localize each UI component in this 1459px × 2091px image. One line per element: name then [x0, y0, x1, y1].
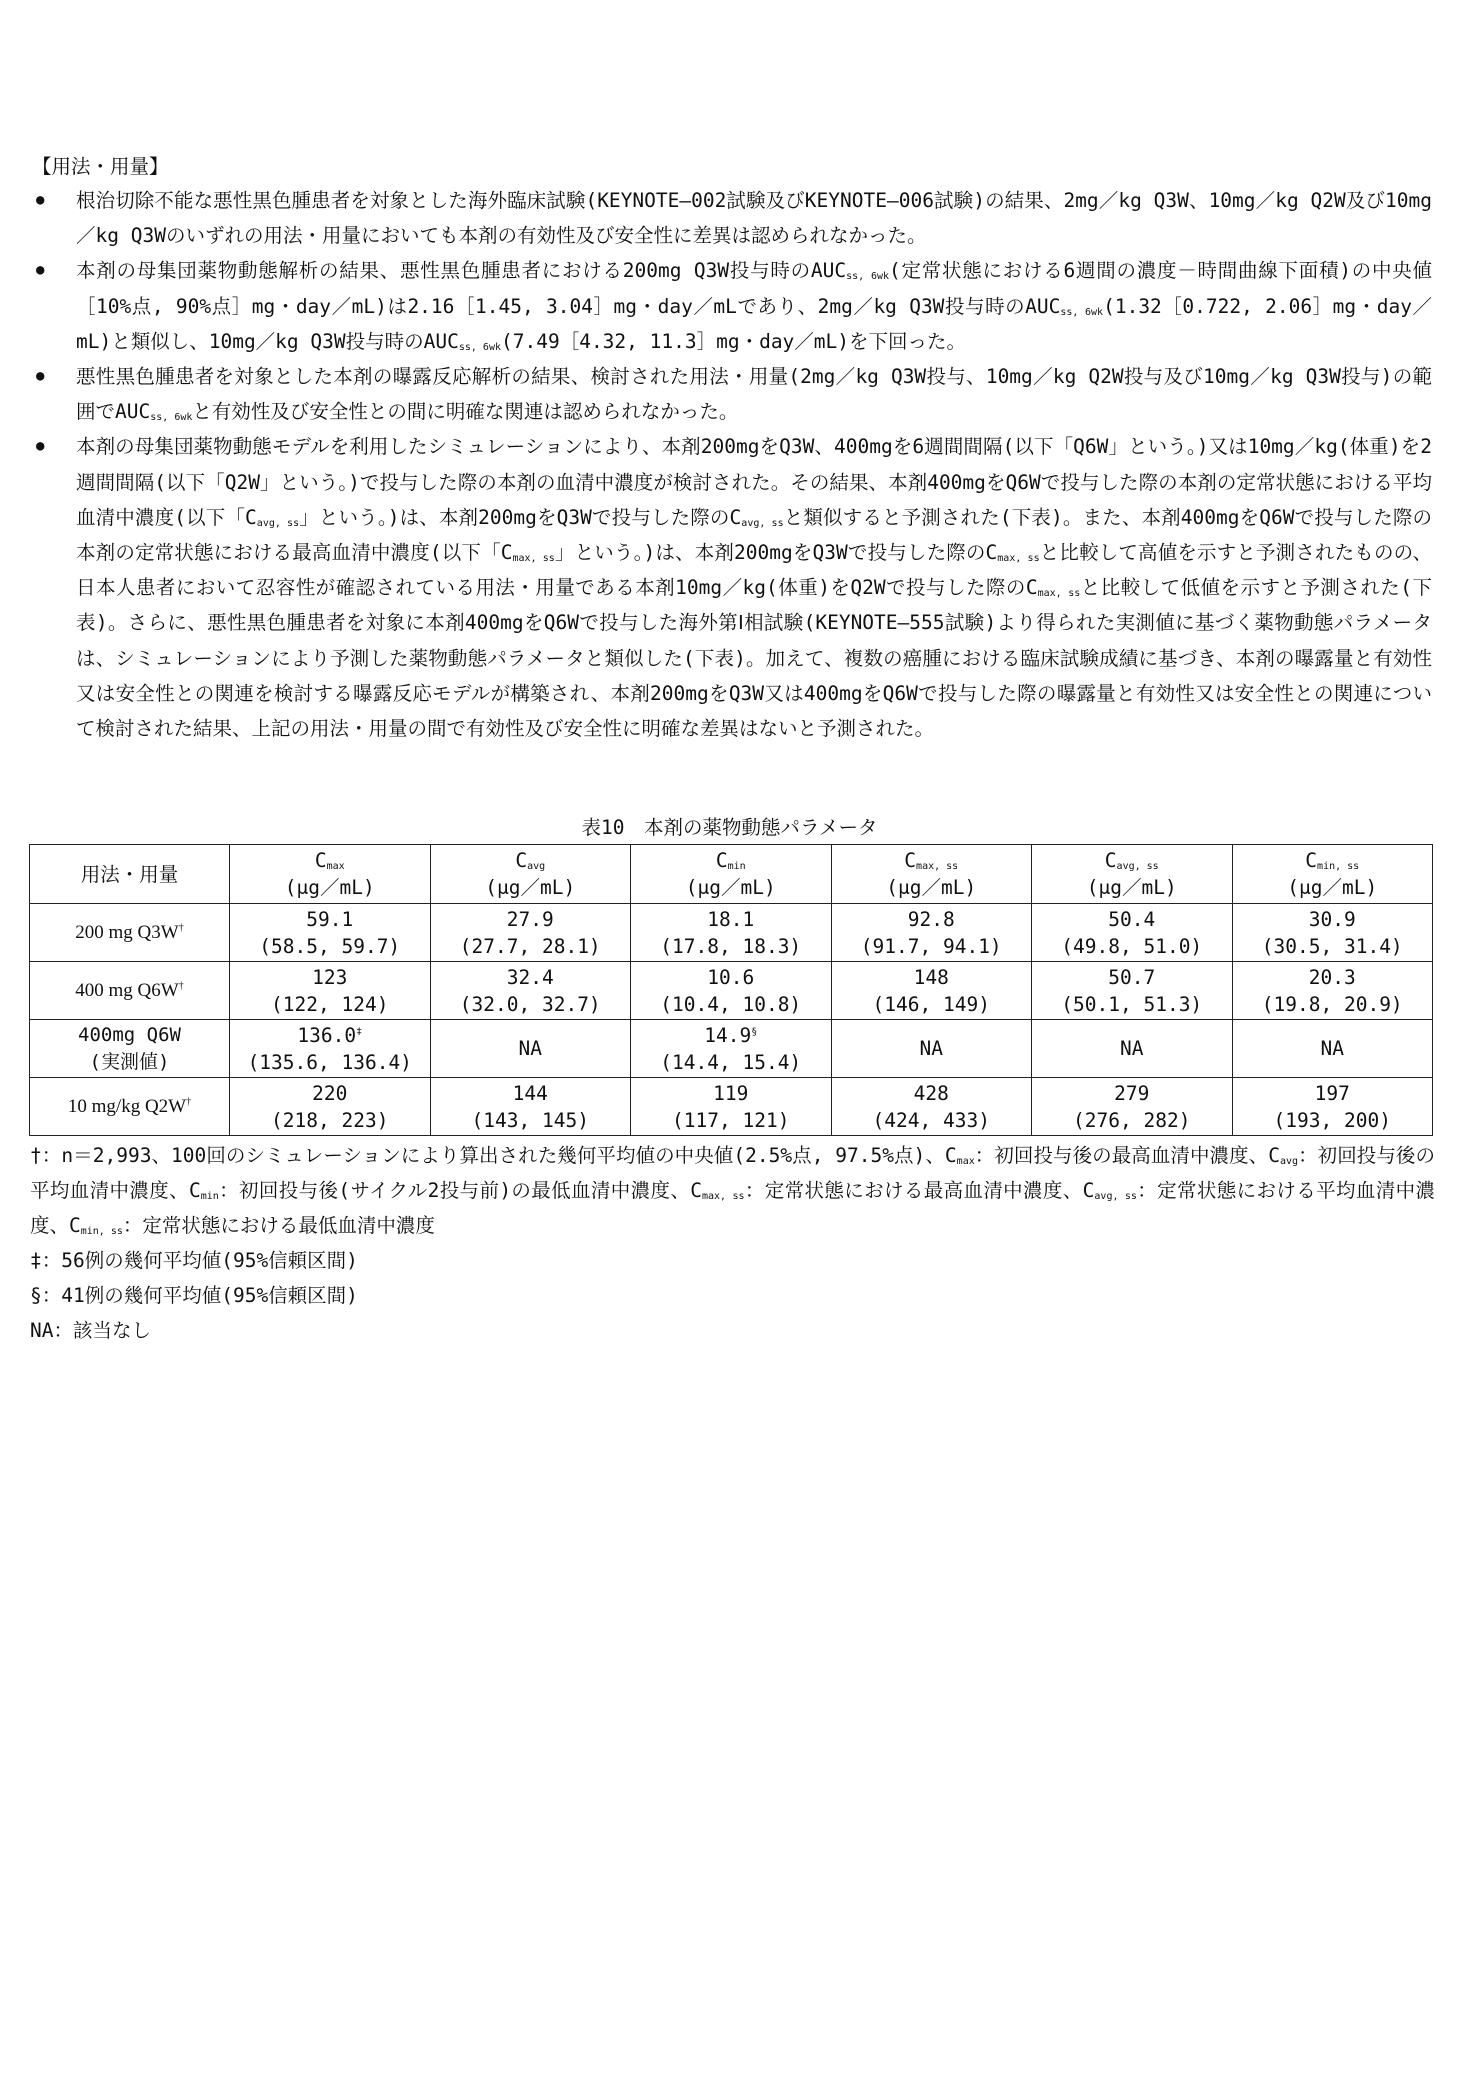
confidence-interval: (122, 124): [271, 992, 389, 1016]
text-segment: ：定常状態における平均血清中濃度、C: [30, 1179, 1435, 1237]
table-row: [30, 1078, 1433, 1136]
footnote-mark: †: [178, 922, 184, 934]
header-min-ss: [1232, 845, 1433, 904]
subscript: min: [200, 1191, 219, 1202]
bullet-icon: ●: [36, 262, 45, 279]
value-cell: [1232, 1078, 1433, 1136]
subscript: avg, ss: [256, 517, 300, 529]
section-heading: 【用法・用量】: [32, 155, 169, 178]
value-cell: [430, 962, 631, 1020]
value-cell: [831, 962, 1032, 1020]
value-cell: [230, 1078, 431, 1136]
value: 59.1: [306, 907, 354, 931]
text-segment: と有効性及び安全性との間に明確な関連は認められなかった。: [192, 400, 739, 424]
value-cell: [831, 1078, 1032, 1136]
value: 123: [312, 965, 348, 989]
value: 18.1: [707, 907, 755, 931]
text-segment: と比較して低値を示すと予測された(下表)。さらに、悪性黒色腫患者を対象に本剤400mgをQ6Wで投与した海外第Ⅰ相試験(KEYNOTE―555試験)より得られた実測値に基づく薬物動態パラメータは、シミュレーションにより予測した薬物動態パラメータと類似した(下表)。加えて、複数の癌腫における臨床試験成績に基づき、本剤の曝露量と有効性又は安全性との関連を検討する曝露反応モデルが構築され、本剤200mgをQ3W又は400mgをQ6Wで投与した際の曝露量と有効性又は安全性との関連について検討された結果、上記の用法・用量の間で有効性及び安全性に明確な差異はないと予測された。: [76, 576, 1432, 741]
value-cell: [631, 962, 832, 1020]
table-footnotes: [30, 1138, 1435, 1348]
value-cell: [430, 1078, 631, 1136]
unit-label: (μg／mL): [1287, 876, 1378, 899]
value-cell: [831, 1020, 1032, 1078]
value: 10.6: [707, 965, 755, 989]
unit-label: (μg／mL): [284, 876, 375, 899]
text-segment: 本剤の母集団薬物動態モデルを利用したシミュレーションにより、本剤200mgをQ3W、400mgを6週間間隔(以下「Q6W」という。)又は10mg／kg(体重)を2週間間隔(以下「Q2W」という。)で投与した際の本剤の血清中濃度が検討された。その結果、本剤400mgをQ6Wで投与した際の本剤の定常状態における平均血清中濃度(以下「C: [76, 435, 1432, 529]
subscript: ss, 6wk: [150, 412, 193, 424]
value: 119: [713, 1081, 749, 1105]
text-segment: と類似すると予測された(下表)。また、本剤400mgをQ6Wで投与した際の本剤の定常状態における最高血清中濃度(以下「C: [76, 505, 1432, 565]
bullet-item: [32, 253, 1432, 359]
text-segment: (1.32［0.722, 2.06］mg・day／mL)と類似し、10mg／kg Q3W投与時のAUC: [76, 294, 1433, 353]
value: NA: [1120, 1037, 1144, 1060]
param-subscript: min: [727, 861, 746, 872]
confidence-interval: (17.8, 18.3): [660, 934, 802, 958]
text-segment: (7.49［4.32, 11.3］mg・day／mL)を下回った。: [501, 329, 967, 353]
value: 92.8: [907, 907, 955, 931]
table-caption: 表10 本剤の薬物動態パラメータ: [581, 816, 878, 839]
value: 50.4: [1108, 907, 1156, 931]
value: 197: [1314, 1081, 1350, 1105]
bullet-item: [32, 359, 1432, 429]
confidence-interval: (146, 149): [872, 992, 990, 1016]
header-max-ss: [831, 845, 1032, 904]
regimen: 10 mg/kg Q2W: [67, 1096, 187, 1117]
value-cell: [1232, 1020, 1433, 1078]
param-symbol: C: [1305, 849, 1318, 872]
value: NA: [1320, 1037, 1344, 1060]
regimen: 200 mg Q3W: [75, 922, 179, 943]
value-cell: [1032, 962, 1233, 1020]
value: 220: [312, 1081, 348, 1105]
footnote-mark: †: [186, 1096, 192, 1108]
subscript: ss, 6wk: [1060, 306, 1104, 318]
confidence-interval: (424, 433): [872, 1108, 990, 1132]
bullet-icon: ●: [36, 438, 45, 455]
text-segment: §：41例の幾何平均値(95%信頼区間): [30, 1284, 358, 1307]
footnote-mark: ‡: [356, 1026, 363, 1037]
param-subscript: max, ss: [916, 861, 959, 872]
value: 279: [1114, 1081, 1150, 1105]
text-segment: †：n＝2,993、100回のシミュレーションにより算出された幾何平均値の中央値(2.5%点, 97.5%点)、C: [30, 1144, 957, 1167]
value: NA: [518, 1037, 542, 1060]
confidence-interval: (32.0, 32.7): [459, 992, 601, 1016]
confidence-interval: (27.7, 28.1): [459, 934, 601, 958]
subscript: max, ss: [512, 553, 555, 565]
value-cell: [430, 1020, 631, 1078]
unit-label: (μg／mL): [485, 876, 576, 899]
text-segment: 」という。)は、本剤200mgをQ3Wで投与した際のC: [299, 505, 742, 529]
subscript: max, ss: [997, 553, 1040, 565]
text-segment: ‡：56例の幾何平均値(95%信頼区間): [30, 1249, 358, 1272]
subscript: max: [956, 1156, 975, 1167]
pk-parameter-table: [29, 844, 1433, 1136]
value: 50.7: [1108, 965, 1156, 989]
text-segment: と比較して高値を示すと予測されたものの、日本人患者において忍容性が確認されている用法・用量である本剤10mg／kg(体重)をQ2Wで投与した際のC: [76, 541, 1432, 600]
row-label: [30, 962, 230, 1020]
value-cell: [1032, 904, 1233, 962]
param-subscript: min, ss: [1317, 861, 1360, 872]
bullet-icon: ●: [36, 368, 45, 385]
subscript: ss, 6wk: [846, 271, 890, 283]
value-cell: [1232, 962, 1433, 1020]
value: 30.9: [1308, 907, 1356, 931]
header-avg-ss: [1032, 845, 1233, 904]
value-cell: [430, 904, 631, 962]
confidence-interval: (193, 200): [1273, 1108, 1391, 1132]
confidence-interval: (58.5, 59.7): [259, 934, 401, 958]
value-cell: [1232, 904, 1433, 962]
text-segment: 本剤の母集団薬物動態解析の結果、悪性黒色腫患者における200mg Q3W投与時のAUC: [76, 259, 847, 283]
bullet-item: [32, 183, 1432, 253]
unit-label: (μg／mL): [1086, 876, 1177, 899]
subscript: max, ss: [1037, 588, 1081, 600]
row-label: [30, 904, 230, 962]
param-symbol: C: [515, 849, 528, 872]
value: 144: [512, 1081, 548, 1105]
value: 32.4: [506, 965, 554, 989]
regimen: 400mg Q6W: [78, 1023, 181, 1046]
table-row: [30, 1020, 1433, 1078]
row-label: [30, 1020, 230, 1078]
regimen: 400 mg Q6W: [75, 980, 179, 1001]
value: 20.3: [1308, 965, 1356, 989]
confidence-interval: (30.5, 31.4): [1261, 934, 1403, 958]
text-segment: 根治切除不能な悪性黒色腫患者を対象とした海外臨床試験(KEYNOTE―002試験及びKEYNOTE―006試験)の結果、2mg／kg Q3W、10mg／kg Q2W及び10mg／kg Q3Wのいずれの用法・用量においても本剤の有効性及び安全性に差異は認められなかった。: [76, 189, 1432, 248]
text-segment: ：初回投与後の最高血清中濃度、C: [974, 1144, 1280, 1167]
confidence-interval: (276, 282): [1073, 1108, 1191, 1132]
value: 148: [913, 965, 949, 989]
subscript: ss, 6wk: [458, 341, 501, 353]
param-subscript: avg: [527, 861, 546, 872]
footnote: [30, 1138, 1435, 1243]
text-segment: NA：該当なし: [30, 1319, 151, 1342]
header-min: [631, 845, 832, 904]
value: 14.9: [704, 1023, 752, 1047]
table-header-row: [30, 845, 1433, 904]
subscript: avg, ss: [741, 517, 784, 529]
footnote-mark: †: [178, 980, 184, 992]
value-cell: [1032, 1078, 1233, 1136]
value-cell: [631, 1078, 832, 1136]
confidence-interval: (218, 223): [271, 1108, 389, 1132]
text-segment: 」という。)は、本剤200mgをQ3Wで投与した際のC: [554, 541, 998, 565]
subscript: min, ss: [80, 1226, 123, 1237]
table-row: [30, 962, 1433, 1020]
confidence-interval: (49.8, 51.0): [1061, 934, 1203, 958]
bullet-item: [32, 429, 1432, 746]
footnote-mark: §: [751, 1026, 758, 1037]
value-cell: [230, 1020, 431, 1078]
value-cell: [631, 1020, 832, 1078]
value: 27.9: [506, 907, 554, 931]
value-cell: [631, 904, 832, 962]
row-label: [30, 1078, 230, 1136]
confidence-interval: (50.1, 51.3): [1061, 992, 1203, 1016]
text-segment: 悪性黒色腫患者を対象とした本剤の曝露反応解析の結果、検討された用法・用量(2mg／kg Q3W投与、10mg／kg Q2W投与及び10mg／kg Q3W投与)の範囲でAUC: [76, 365, 1432, 424]
header-regimen: 用法・用量: [30, 845, 230, 904]
footnote: [30, 1243, 1435, 1278]
param-symbol: C: [715, 849, 728, 872]
confidence-interval: (91.7, 94.1): [860, 934, 1002, 958]
value: NA: [919, 1037, 943, 1060]
unit-label: (μg／mL): [685, 876, 776, 899]
param-symbol: C: [314, 849, 327, 872]
param-subscript: avg, ss: [1116, 861, 1159, 872]
param-subscript: max: [326, 861, 345, 872]
value: 136.0: [297, 1023, 357, 1047]
param-symbol: C: [1104, 849, 1117, 872]
confidence-interval: (117, 121): [672, 1108, 790, 1132]
text-segment: ：初回投与後の平均血清中濃度、C: [30, 1144, 1435, 1202]
subscript: avg, ss: [1094, 1191, 1137, 1202]
subscript: max, ss: [702, 1191, 745, 1202]
value-cell: [831, 904, 1032, 962]
confidence-interval: (10.4, 10.8): [660, 992, 802, 1016]
text-segment: ：定常状態における最高血清中濃度、C: [744, 1179, 1095, 1202]
param-symbol: C: [904, 849, 917, 872]
header-avg: [430, 845, 631, 904]
text-segment: ：初回投与後(サイクル2投与前)の最低血清中濃度、C: [218, 1179, 702, 1202]
value-cell: [1032, 1020, 1233, 1078]
bullet-icon: ●: [36, 192, 45, 208]
table-row: [30, 904, 1433, 962]
unit-label: (μg／mL): [886, 876, 977, 899]
text-segment: ：定常状態における最低血清中濃度: [122, 1214, 435, 1237]
value: 428: [913, 1081, 949, 1105]
confidence-interval: (143, 145): [471, 1108, 589, 1132]
confidence-interval: (135.6, 136.4): [247, 1050, 412, 1074]
header-max: [230, 845, 431, 904]
bullet-list: [32, 183, 1432, 746]
subscript: avg: [1279, 1156, 1299, 1167]
footnote: [30, 1313, 1435, 1348]
confidence-interval: (19.8, 20.9): [1261, 992, 1403, 1016]
regimen-note: (実測値): [89, 1050, 170, 1073]
footnote: [30, 1278, 1435, 1313]
confidence-interval: (14.4, 15.4): [660, 1050, 802, 1074]
text-segment: (定常状態における6週間の濃度－時間曲線下面積)の中央値［10%点, 90%点］mg・day／mL)は2.16［1.45, 3.04］mg・day／mLであり、2mg／kg Q3W投与時のAUC: [76, 259, 1432, 318]
value-cell: [230, 904, 431, 962]
value-cell: [230, 962, 431, 1020]
